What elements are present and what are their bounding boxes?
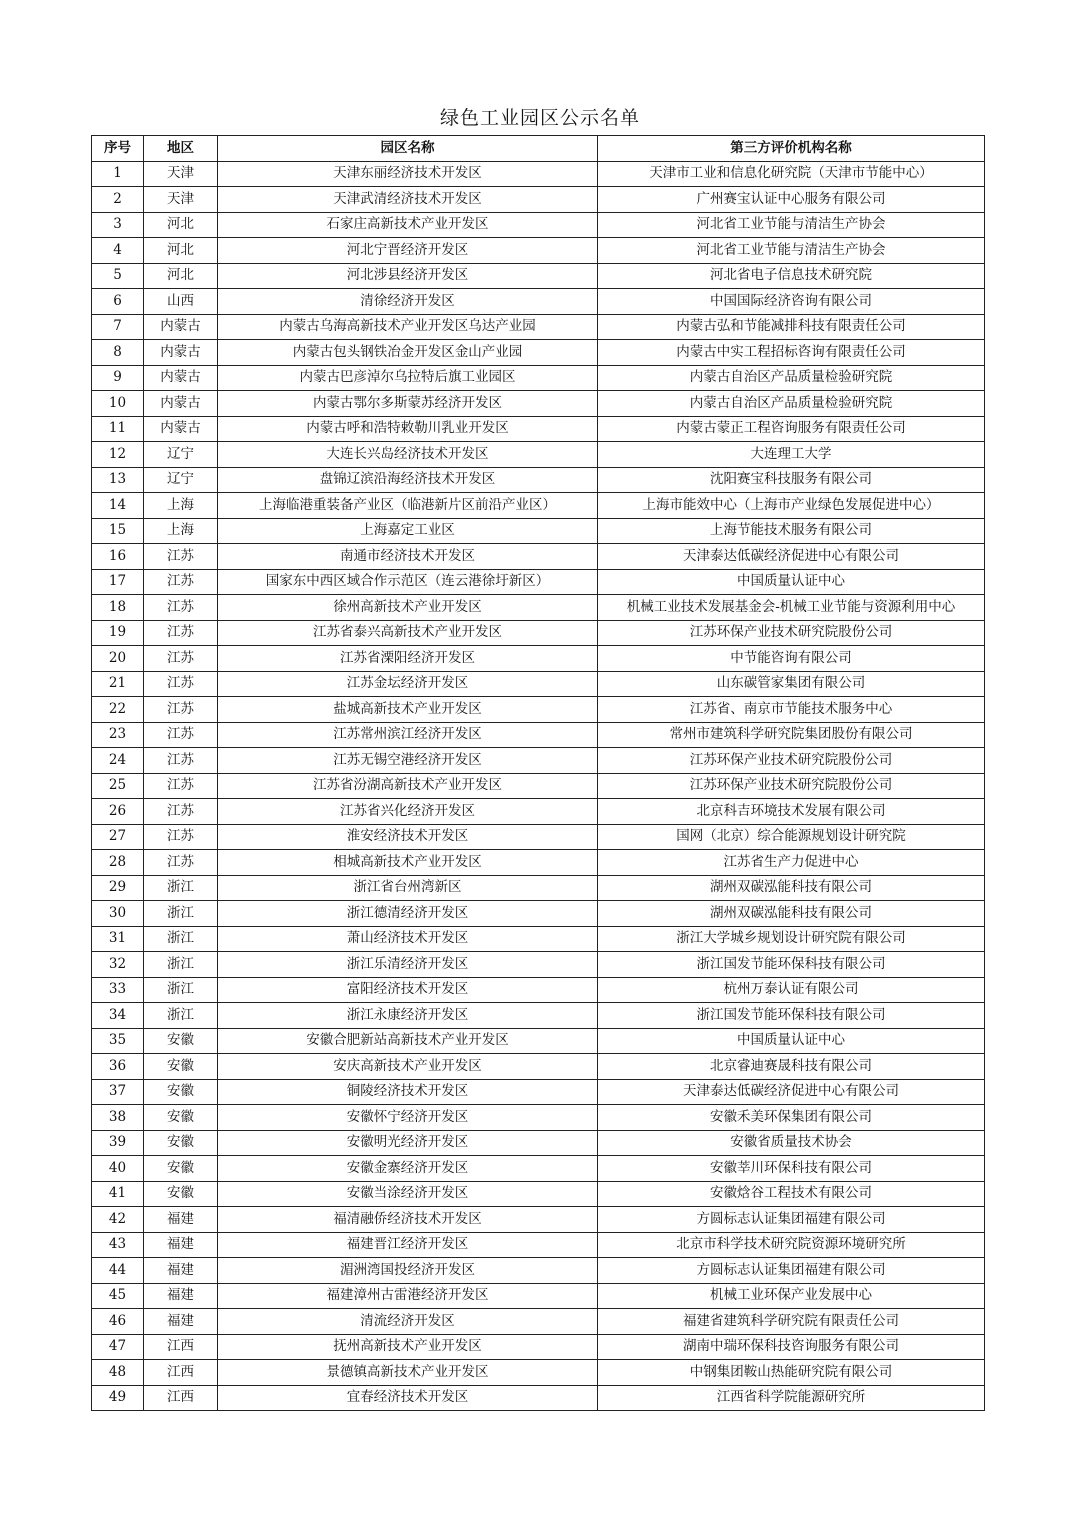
table-row <box>92 544 985 570</box>
cell-region: 安徽 <box>144 1181 218 1207</box>
cell-park-name: 江苏省兴化经济开发区 <box>218 799 598 825</box>
cell-evaluator-name: 浙江大学城乡规划设计研究院有限公司 <box>598 926 985 952</box>
cell-region: 江苏 <box>144 748 218 774</box>
cell-serial-number: 28 <box>92 850 144 876</box>
cell-park-name: 清徐经济开发区 <box>218 289 598 315</box>
cell-evaluator-name: 江苏省、南京市节能技术服务中心 <box>598 697 985 723</box>
cell-evaluator-name: 浙江国发节能环保科技有限公司 <box>598 1003 985 1029</box>
cell-region: 安徽 <box>144 1156 218 1182</box>
table-row <box>92 1130 985 1156</box>
table-row <box>92 1232 985 1258</box>
table-row <box>92 467 985 493</box>
cell-park-name: 景德镇高新技术产业开发区 <box>218 1360 598 1386</box>
cell-serial-number: 27 <box>92 824 144 850</box>
cell-evaluator-name: 上海市能效中心（上海市产业绿色发展促进中心） <box>598 493 985 519</box>
cell-region: 天津 <box>144 161 218 187</box>
table-row <box>92 442 985 468</box>
cell-region: 江苏 <box>144 722 218 748</box>
cell-evaluator-name: 北京市科学技术研究院资源环境研究所 <box>598 1232 985 1258</box>
cell-serial-number: 13 <box>92 467 144 493</box>
table-row <box>92 493 985 519</box>
cell-evaluator-name: 方圆标志认证集团福建有限公司 <box>598 1258 985 1284</box>
cell-park-name: 淮安经济技术开发区 <box>218 824 598 850</box>
cell-region: 江苏 <box>144 620 218 646</box>
cell-park-name: 江苏省汾湖高新技术产业开发区 <box>218 773 598 799</box>
cell-serial-number: 15 <box>92 518 144 544</box>
cell-serial-number: 39 <box>92 1130 144 1156</box>
table-row <box>92 1181 985 1207</box>
cell-evaluator-name: 江苏环保产业技术研究院股份公司 <box>598 748 985 774</box>
cell-serial-number: 45 <box>92 1283 144 1309</box>
cell-serial-number: 16 <box>92 544 144 570</box>
cell-park-name: 湄洲湾国投经济开发区 <box>218 1258 598 1284</box>
cell-serial-number: 9 <box>92 365 144 391</box>
table-row <box>92 748 985 774</box>
cell-serial-number: 14 <box>92 493 144 519</box>
cell-evaluator-name: 常州市建筑科学研究院集团股份有限公司 <box>598 722 985 748</box>
cell-region: 江苏 <box>144 850 218 876</box>
cell-park-name: 石家庄高新技术产业开发区 <box>218 212 598 238</box>
cell-serial-number: 31 <box>92 926 144 952</box>
cell-region: 江苏 <box>144 824 218 850</box>
cell-park-name: 内蒙古包头钢铁冶金开发区金山产业园 <box>218 340 598 366</box>
cell-evaluator-name: 福建省建筑科学研究院有限责任公司 <box>598 1309 985 1335</box>
cell-region: 浙江 <box>144 926 218 952</box>
table-row <box>92 1385 985 1411</box>
table-body <box>92 161 985 1411</box>
cell-serial-number: 26 <box>92 799 144 825</box>
table-row <box>92 161 985 187</box>
table-row <box>92 1028 985 1054</box>
cell-region: 上海 <box>144 493 218 519</box>
cell-serial-number: 18 <box>92 595 144 621</box>
table-row <box>92 263 985 289</box>
cell-evaluator-name: 江西省科学院能源研究所 <box>598 1385 985 1411</box>
table-row <box>92 365 985 391</box>
cell-evaluator-name: 河北省工业节能与清洁生产协会 <box>598 212 985 238</box>
cell-evaluator-name: 湖州双碳泓能科技有限公司 <box>598 901 985 927</box>
cell-park-name: 上海嘉定工业区 <box>218 518 598 544</box>
cell-region: 内蒙古 <box>144 416 218 442</box>
cell-evaluator-name: 内蒙古弘和节能减排科技有限责任公司 <box>598 314 985 340</box>
table-row <box>92 875 985 901</box>
cell-park-name: 浙江德清经济开发区 <box>218 901 598 927</box>
cell-park-name: 浙江永康经济开发区 <box>218 1003 598 1029</box>
header-evaluator-name: 第三方评价机构名称 <box>598 136 985 162</box>
header-region: 地区 <box>144 136 218 162</box>
table-row <box>92 212 985 238</box>
cell-evaluator-name: 天津泰达低碳经济促进中心有限公司 <box>598 1079 985 1105</box>
cell-park-name: 江苏省溧阳经济开发区 <box>218 646 598 672</box>
table-row <box>92 518 985 544</box>
table-row <box>92 952 985 978</box>
table-row <box>92 646 985 672</box>
cell-serial-number: 38 <box>92 1105 144 1131</box>
cell-serial-number: 30 <box>92 901 144 927</box>
cell-region: 江苏 <box>144 671 218 697</box>
cell-evaluator-name: 中节能咨询有限公司 <box>598 646 985 672</box>
cell-region: 内蒙古 <box>144 314 218 340</box>
cell-evaluator-name: 浙江国发节能环保科技有限公司 <box>598 952 985 978</box>
cell-park-name: 福建漳州古雷港经济开发区 <box>218 1283 598 1309</box>
cell-evaluator-name: 机械工业环保产业发展中心 <box>598 1283 985 1309</box>
cell-region: 浙江 <box>144 875 218 901</box>
cell-serial-number: 19 <box>92 620 144 646</box>
cell-evaluator-name: 上海节能技术服务有限公司 <box>598 518 985 544</box>
page-title: 绿色工业园区公示名单 <box>439 107 640 129</box>
cell-region: 上海 <box>144 518 218 544</box>
cell-evaluator-name: 机械工业技术发展基金会-机械工业节能与资源利用中心 <box>598 595 985 621</box>
cell-region: 江苏 <box>144 697 218 723</box>
cell-region: 江苏 <box>144 569 218 595</box>
cell-evaluator-name: 湖南中瑞环保科技咨询服务有限公司 <box>598 1334 985 1360</box>
table-row <box>92 773 985 799</box>
cell-evaluator-name: 北京睿迪赛晟科技有限公司 <box>598 1054 985 1080</box>
table-row <box>92 1309 985 1335</box>
cell-region: 辽宁 <box>144 467 218 493</box>
cell-region: 江苏 <box>144 544 218 570</box>
cell-serial-number: 7 <box>92 314 144 340</box>
cell-park-name: 内蒙古呼和浩特敕勒川乳业开发区 <box>218 416 598 442</box>
cell-evaluator-name: 安徽禾美环保集团有限公司 <box>598 1105 985 1131</box>
cell-park-name: 福清融侨经济技术开发区 <box>218 1207 598 1233</box>
table-row <box>92 1105 985 1131</box>
cell-region: 安徽 <box>144 1028 218 1054</box>
table-row <box>92 416 985 442</box>
header-park-name: 园区名称 <box>218 136 598 162</box>
cell-park-name: 铜陵经济技术开发区 <box>218 1079 598 1105</box>
table-row <box>92 1054 985 1080</box>
cell-region: 辽宁 <box>144 442 218 468</box>
cell-evaluator-name: 河北省工业节能与清洁生产协会 <box>598 238 985 264</box>
cell-region: 江苏 <box>144 799 218 825</box>
header-serial-number: 序号 <box>92 136 144 162</box>
cell-serial-number: 43 <box>92 1232 144 1258</box>
cell-serial-number: 44 <box>92 1258 144 1284</box>
cell-park-name: 内蒙古鄂尔多斯蒙苏经济开发区 <box>218 391 598 417</box>
cell-region: 内蒙古 <box>144 391 218 417</box>
cell-park-name: 大连长兴岛经济技术开发区 <box>218 442 598 468</box>
cell-evaluator-name: 天津泰达低碳经济促进中心有限公司 <box>598 544 985 570</box>
cell-region: 河北 <box>144 238 218 264</box>
cell-serial-number: 2 <box>92 187 144 213</box>
cell-park-name: 上海临港重装备产业区（临港新片区前沿产业区） <box>218 493 598 519</box>
cell-evaluator-name: 内蒙古自治区产品质量检验研究院 <box>598 391 985 417</box>
cell-evaluator-name: 内蒙古蒙正工程咨询服务有限责任公司 <box>598 416 985 442</box>
cell-park-name: 浙江乐清经济开发区 <box>218 952 598 978</box>
cell-park-name: 安徽金寨经济开发区 <box>218 1156 598 1182</box>
table-row <box>92 1003 985 1029</box>
cell-serial-number: 33 <box>92 977 144 1003</box>
table-row <box>92 314 985 340</box>
cell-park-name: 河北宁晋经济开发区 <box>218 238 598 264</box>
cell-park-name: 江苏常州滨江经济开发区 <box>218 722 598 748</box>
cell-serial-number: 10 <box>92 391 144 417</box>
cell-evaluator-name: 沈阳赛宝科技服务有限公司 <box>598 467 985 493</box>
cell-serial-number: 23 <box>92 722 144 748</box>
cell-evaluator-name: 中国质量认证中心 <box>598 569 985 595</box>
cell-evaluator-name: 江苏环保产业技术研究院股份公司 <box>598 773 985 799</box>
cell-evaluator-name: 河北省电子信息技术研究院 <box>598 263 985 289</box>
cell-serial-number: 40 <box>92 1156 144 1182</box>
cell-serial-number: 42 <box>92 1207 144 1233</box>
cell-park-name: 福建晋江经济开发区 <box>218 1232 598 1258</box>
table-row <box>92 1258 985 1284</box>
table-row <box>92 187 985 213</box>
cell-region: 福建 <box>144 1309 218 1335</box>
cell-park-name: 安徽当涂经济开发区 <box>218 1181 598 1207</box>
cell-region: 江苏 <box>144 773 218 799</box>
cell-region: 天津 <box>144 187 218 213</box>
cell-park-name: 相城高新技术产业开发区 <box>218 850 598 876</box>
cell-region: 安徽 <box>144 1079 218 1105</box>
cell-park-name: 富阳经济技术开发区 <box>218 977 598 1003</box>
cell-serial-number: 24 <box>92 748 144 774</box>
table-row <box>92 595 985 621</box>
cell-region: 浙江 <box>144 977 218 1003</box>
cell-park-name: 浙江省台州湾新区 <box>218 875 598 901</box>
table-row <box>92 1360 985 1386</box>
table-row <box>92 1156 985 1182</box>
cell-region: 福建 <box>144 1232 218 1258</box>
cell-serial-number: 41 <box>92 1181 144 1207</box>
table-row <box>92 850 985 876</box>
cell-park-name: 萧山经济技术开发区 <box>218 926 598 952</box>
cell-park-name: 宜春经济技术开发区 <box>218 1385 598 1411</box>
cell-serial-number: 35 <box>92 1028 144 1054</box>
table-row <box>92 722 985 748</box>
cell-park-name: 安徽明光经济开发区 <box>218 1130 598 1156</box>
table-header-row <box>92 136 985 162</box>
cell-evaluator-name: 中国国际经济咨询有限公司 <box>598 289 985 315</box>
cell-region: 福建 <box>144 1283 218 1309</box>
cell-serial-number: 48 <box>92 1360 144 1386</box>
cell-park-name: 安徽怀宁经济开发区 <box>218 1105 598 1131</box>
cell-evaluator-name: 江苏环保产业技术研究院股份公司 <box>598 620 985 646</box>
cell-region: 江西 <box>144 1360 218 1386</box>
cell-region: 浙江 <box>144 952 218 978</box>
cell-serial-number: 29 <box>92 875 144 901</box>
cell-serial-number: 36 <box>92 1054 144 1080</box>
cell-evaluator-name: 内蒙古中实工程招标咨询有限责任公司 <box>598 340 985 366</box>
cell-evaluator-name: 安徽莘川环保科技有限公司 <box>598 1156 985 1182</box>
cell-region: 内蒙古 <box>144 340 218 366</box>
cell-serial-number: 17 <box>92 569 144 595</box>
cell-region: 河北 <box>144 212 218 238</box>
cell-park-name: 抚州高新技术产业开发区 <box>218 1334 598 1360</box>
table-row <box>92 340 985 366</box>
cell-serial-number: 20 <box>92 646 144 672</box>
cell-region: 江西 <box>144 1334 218 1360</box>
cell-serial-number: 49 <box>92 1385 144 1411</box>
cell-serial-number: 25 <box>92 773 144 799</box>
cell-serial-number: 46 <box>92 1309 144 1335</box>
cell-serial-number: 5 <box>92 263 144 289</box>
cell-evaluator-name: 大连理工大学 <box>598 442 985 468</box>
cell-park-name: 盘锦辽滨沿海经济技术开发区 <box>218 467 598 493</box>
table-row <box>92 620 985 646</box>
cell-serial-number: 34 <box>92 1003 144 1029</box>
cell-park-name: 南通市经济技术开发区 <box>218 544 598 570</box>
cell-serial-number: 1 <box>92 161 144 187</box>
cell-evaluator-name: 中国质量认证中心 <box>598 1028 985 1054</box>
cell-evaluator-name: 杭州万泰认证有限公司 <box>598 977 985 1003</box>
cell-park-name: 江苏省泰兴高新技术产业开发区 <box>218 620 598 646</box>
cell-region: 江西 <box>144 1385 218 1411</box>
cell-park-name: 江苏金坛经济开发区 <box>218 671 598 697</box>
cell-evaluator-name: 北京科吉环境技术发展有限公司 <box>598 799 985 825</box>
table-row <box>92 391 985 417</box>
cell-evaluator-name: 方圆标志认证集团福建有限公司 <box>598 1207 985 1233</box>
cell-park-name: 天津东丽经济技术开发区 <box>218 161 598 187</box>
cell-serial-number: 8 <box>92 340 144 366</box>
cell-region: 安徽 <box>144 1130 218 1156</box>
cell-park-name: 天津武清经济技术开发区 <box>218 187 598 213</box>
cell-park-name: 安徽合肥新站高新技术产业开发区 <box>218 1028 598 1054</box>
table-row <box>92 569 985 595</box>
cell-evaluator-name: 江苏省生产力促进中心 <box>598 850 985 876</box>
cell-evaluator-name: 湖州双碳泓能科技有限公司 <box>598 875 985 901</box>
cell-evaluator-name: 中钢集团鞍山热能研究院有限公司 <box>598 1360 985 1386</box>
table-row <box>92 1207 985 1233</box>
cell-serial-number: 6 <box>92 289 144 315</box>
cell-region: 福建 <box>144 1258 218 1284</box>
cell-evaluator-name: 内蒙古自治区产品质量检验研究院 <box>598 365 985 391</box>
table-row <box>92 824 985 850</box>
cell-serial-number: 12 <box>92 442 144 468</box>
cell-evaluator-name: 国网（北京）综合能源规划设计研究院 <box>598 824 985 850</box>
cell-park-name: 清流经济开发区 <box>218 1309 598 1335</box>
cell-serial-number: 32 <box>92 952 144 978</box>
table-row <box>92 901 985 927</box>
cell-park-name: 盐城高新技术产业开发区 <box>218 697 598 723</box>
table-row <box>92 1334 985 1360</box>
cell-park-name: 国家东中西区域合作示范区（连云港徐圩新区） <box>218 569 598 595</box>
cell-park-name: 内蒙古巴彦淖尔乌拉特后旗工业园区 <box>218 365 598 391</box>
table-row <box>92 697 985 723</box>
cell-evaluator-name: 安徽焓谷工程技术有限公司 <box>598 1181 985 1207</box>
cell-evaluator-name: 安徽省质量技术协会 <box>598 1130 985 1156</box>
cell-park-name: 内蒙古乌海高新技术产业开发区乌达产业园 <box>218 314 598 340</box>
table-row <box>92 289 985 315</box>
cell-evaluator-name: 山东碳管家集团有限公司 <box>598 671 985 697</box>
table-row <box>92 799 985 825</box>
cell-region: 江苏 <box>144 595 218 621</box>
cell-region: 安徽 <box>144 1054 218 1080</box>
table-row <box>92 926 985 952</box>
cell-region: 安徽 <box>144 1105 218 1131</box>
cell-region: 河北 <box>144 263 218 289</box>
cell-serial-number: 37 <box>92 1079 144 1105</box>
cell-park-name: 安庆高新技术产业开发区 <box>218 1054 598 1080</box>
cell-evaluator-name: 天津市工业和信息化研究院（天津市节能中心） <box>598 161 985 187</box>
park-list-table <box>91 135 985 1411</box>
cell-region: 福建 <box>144 1207 218 1233</box>
cell-region: 山西 <box>144 289 218 315</box>
table-row <box>92 671 985 697</box>
cell-park-name: 河北涉县经济开发区 <box>218 263 598 289</box>
table-row <box>92 1283 985 1309</box>
cell-serial-number: 4 <box>92 238 144 264</box>
cell-serial-number: 22 <box>92 697 144 723</box>
cell-region: 浙江 <box>144 1003 218 1029</box>
cell-park-name: 江苏无锡空港经济开发区 <box>218 748 598 774</box>
table-row <box>92 977 985 1003</box>
cell-park-name: 徐州高新技术产业开发区 <box>218 595 598 621</box>
cell-serial-number: 47 <box>92 1334 144 1360</box>
table-row <box>92 238 985 264</box>
cell-serial-number: 11 <box>92 416 144 442</box>
cell-region: 江苏 <box>144 646 218 672</box>
table-row <box>92 1079 985 1105</box>
cell-region: 内蒙古 <box>144 365 218 391</box>
cell-serial-number: 3 <box>92 212 144 238</box>
cell-serial-number: 21 <box>92 671 144 697</box>
cell-evaluator-name: 广州赛宝认证中心服务有限公司 <box>598 187 985 213</box>
cell-region: 浙江 <box>144 901 218 927</box>
